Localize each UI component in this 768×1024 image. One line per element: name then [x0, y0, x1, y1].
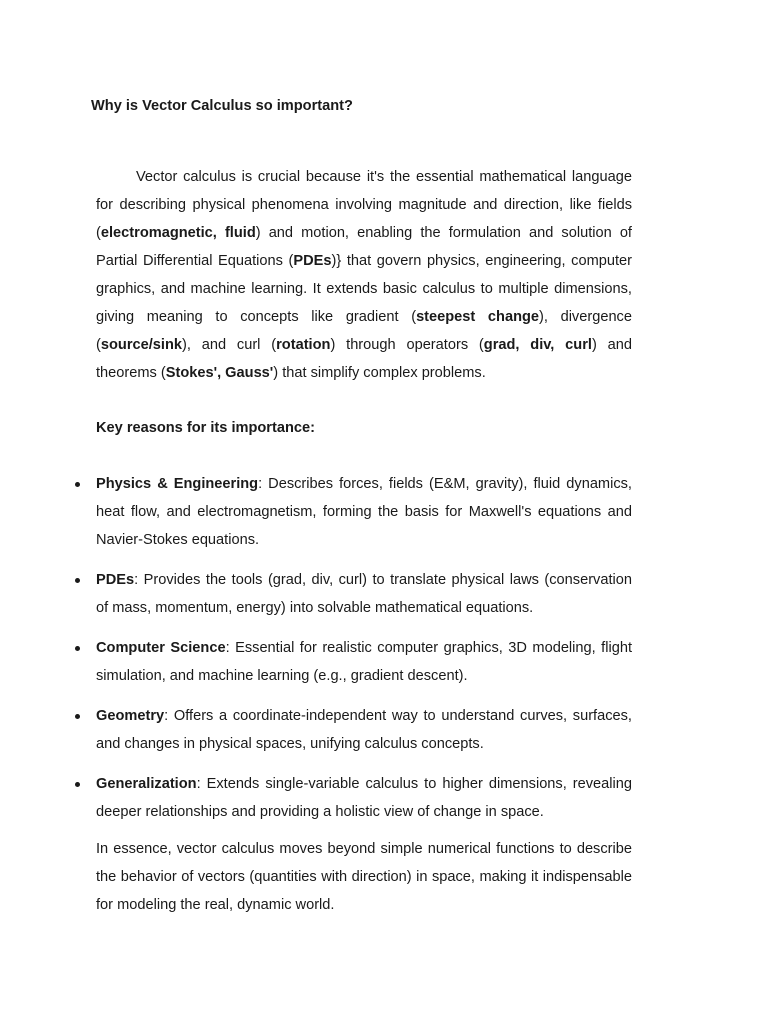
intro-text-1: Vector calculus is crucial because it's the essential mathematical language for describing physical phenomena involving magnitude and direction, like fields ( [96, 169, 632, 241]
bullet-term: PDEs [96, 572, 135, 588]
bullet-term: Computer Science [96, 640, 226, 656]
list-item [96, 702, 632, 758]
list-item [96, 634, 632, 690]
key-reasons-heading: Key reasons for its importance: [96, 420, 315, 436]
bullet-text: : Provides the tools (grad, div, curl) to translate physical laws (conservation of mass, momentum, energy) into solvable mathematical equations. [96, 572, 632, 616]
bullet-term: Physics & Engineering [96, 476, 259, 492]
list-item [96, 566, 632, 622]
bullet-text: : Describes forces, fields (E&M, gravity), fluid dynamics, heat flow, and electromagnetism, forming the basis for Maxwell's equations and Navier-Stokes equations. [96, 476, 632, 548]
intro-bold-2: PDEs [293, 253, 332, 269]
list-item [96, 770, 632, 826]
closing-paragraph: In essence, vector calculus moves beyond simple numerical functions to describe the behavior of vectors (quantities with direction) in space, making it indispensable for modeling the real, dynamic world. [96, 841, 632, 913]
bullet-term: Generalization [96, 776, 197, 792]
intro-text-3: )} that govern physics, engineering, computer graphics, and machine learning. It extends basic calculus to multiple dimensions, giving meaning to concepts like gradient ( [96, 253, 632, 325]
intro-bold-4: source/sink [100, 337, 182, 353]
list-item [96, 470, 632, 554]
intro-bold-7: Stokes', Gauss' [165, 365, 274, 381]
intro-text-2: ) and motion, enabling the formulation and solution of Partial Differential Equations ( [96, 225, 632, 269]
intro-text-7: ) and theorems ( [96, 337, 632, 381]
reasons-list [96, 470, 632, 838]
intro-bold-6: grad, div, curl [483, 337, 592, 353]
bullet-text: : Extends single-variable calculus to higher dimensions, revealing deeper relationships and providing a holistic view of change in space. [96, 776, 632, 820]
intro-text-6: ) through operators ( [330, 337, 484, 353]
bullet-text: : Offers a coordinate-independent way to understand curves, surfaces, and changes in physical spaces, unifying calculus concepts. [96, 708, 632, 752]
page-title: Why is Vector Calculus so important? [91, 98, 353, 114]
intro-paragraph [96, 163, 632, 387]
intro-text-5: ), and curl ( [182, 337, 277, 353]
bullet-term: Geometry [96, 708, 165, 724]
intro-text-4: ), divergence ( [96, 309, 632, 353]
intro-text-8: ) that simplify complex problems. [273, 365, 486, 381]
intro-bold-5: rotation [276, 337, 331, 353]
intro-bold-3: steepest change [416, 309, 540, 325]
intro-bold-1: electromagnetic, fluid [100, 225, 256, 241]
bullet-text: : Essential for realistic computer graphics, 3D modeling, flight simulation, and machine learning (e.g., gradient descent). [96, 640, 633, 684]
